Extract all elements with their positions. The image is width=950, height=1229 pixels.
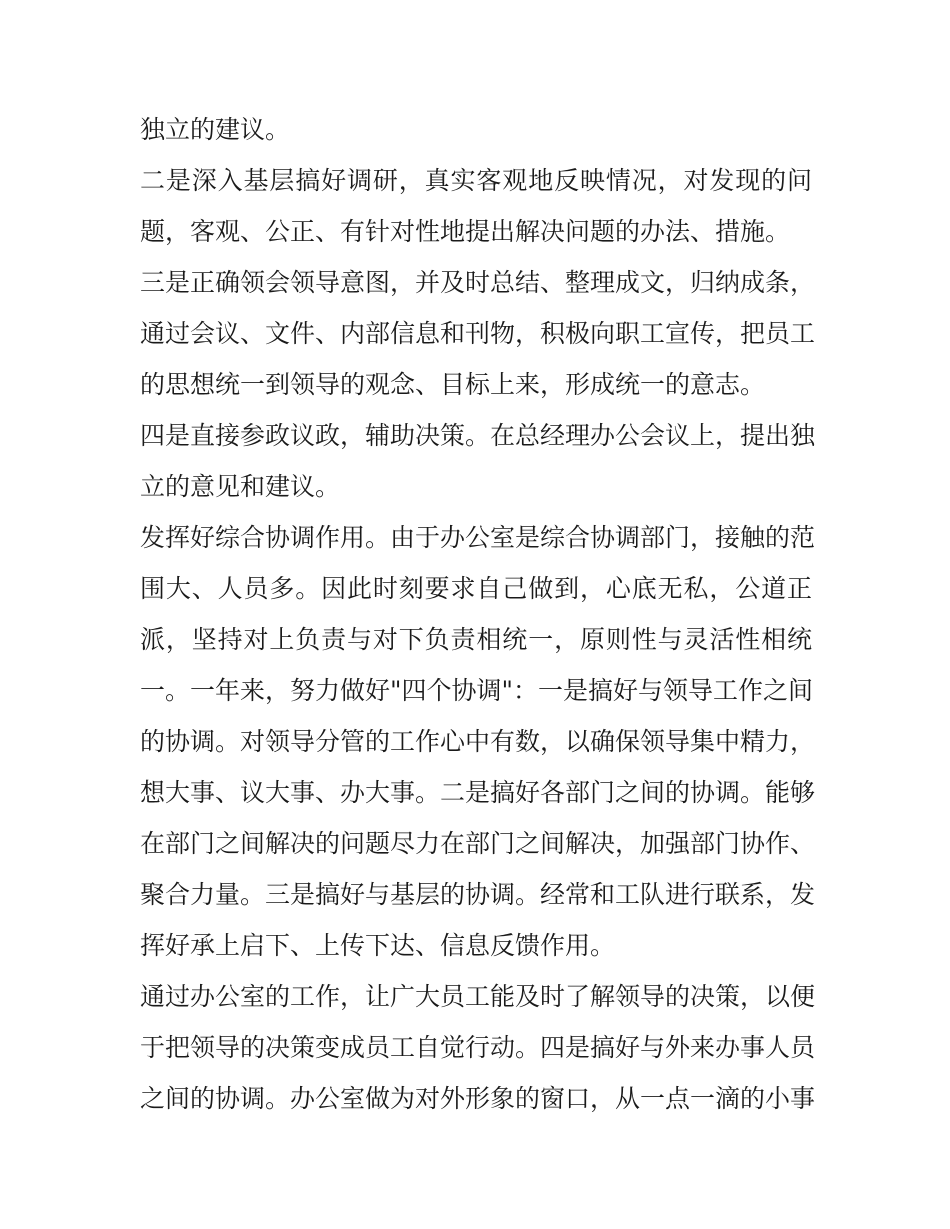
text-line: 通过办公室的工作，让广大员工能及时了解领导的决策，以便 (140, 982, 816, 1011)
text-line: 二是深入基层搞好调研，真实客观地反映情况，对发现的问 (140, 166, 812, 195)
text-line: 在部门之间解决的问题尽力在部门之间解决，加强部门协作、 (140, 829, 816, 858)
text-line: 题，客观、公正、有针对性地提出解决问题的办法、措施。 (140, 217, 791, 246)
text-line: 的协调。对领导分管的工作心中有数，以确保领导集中精力， (140, 727, 816, 756)
text-line: 发挥好综合协调作用。由于办公室是综合协调部门，接触的范 (140, 523, 816, 552)
text-line: 一。一年来，努力做好"四个协调"：一是搞好与领导工作之间 (140, 676, 814, 705)
text-line: 挥好承上启下、上传下达、信息反馈作用。 (140, 931, 616, 960)
text-line: 围大、人员多。因此时刻要求自己做到，心底无私，公道正 (140, 574, 812, 603)
text-line: 三是正确领会领导意图，并及时总结、整理成文，归纳成条， (140, 268, 816, 297)
text-line: 于把领导的决策变成员工自觉行动。四是搞好与外来办事人员 (140, 1033, 816, 1062)
text-line: 想大事、议大事、办大事。二是搞好各部门之间的协调。能够 (140, 778, 816, 807)
document-body (140, 104, 816, 1124)
text-line: 之间的协调。办公室做为对外形象的窗口，从一点一滴的小事 (140, 1084, 816, 1113)
text-line: 四是直接参政议政，辅助决策。在总经理办公会议上，提出独 (140, 421, 816, 450)
text-line: 立的意见和建议。 (140, 472, 341, 501)
text-line: 独立的建议。 (140, 115, 291, 144)
text-line: 聚合力量。三是搞好与基层的协调。经常和工队进行联系，发 (140, 880, 816, 909)
text-line: 的思想统一到领导的观念、目标上来，形成统一的意志。 (140, 370, 766, 399)
text-line: 派，坚持对上负责与对下负责相统一，原则性与灵活性相统 (140, 625, 812, 654)
text-line: 通过会议、文件、内部信息和刊物，积极向职工宣传，把员工 (140, 319, 816, 348)
